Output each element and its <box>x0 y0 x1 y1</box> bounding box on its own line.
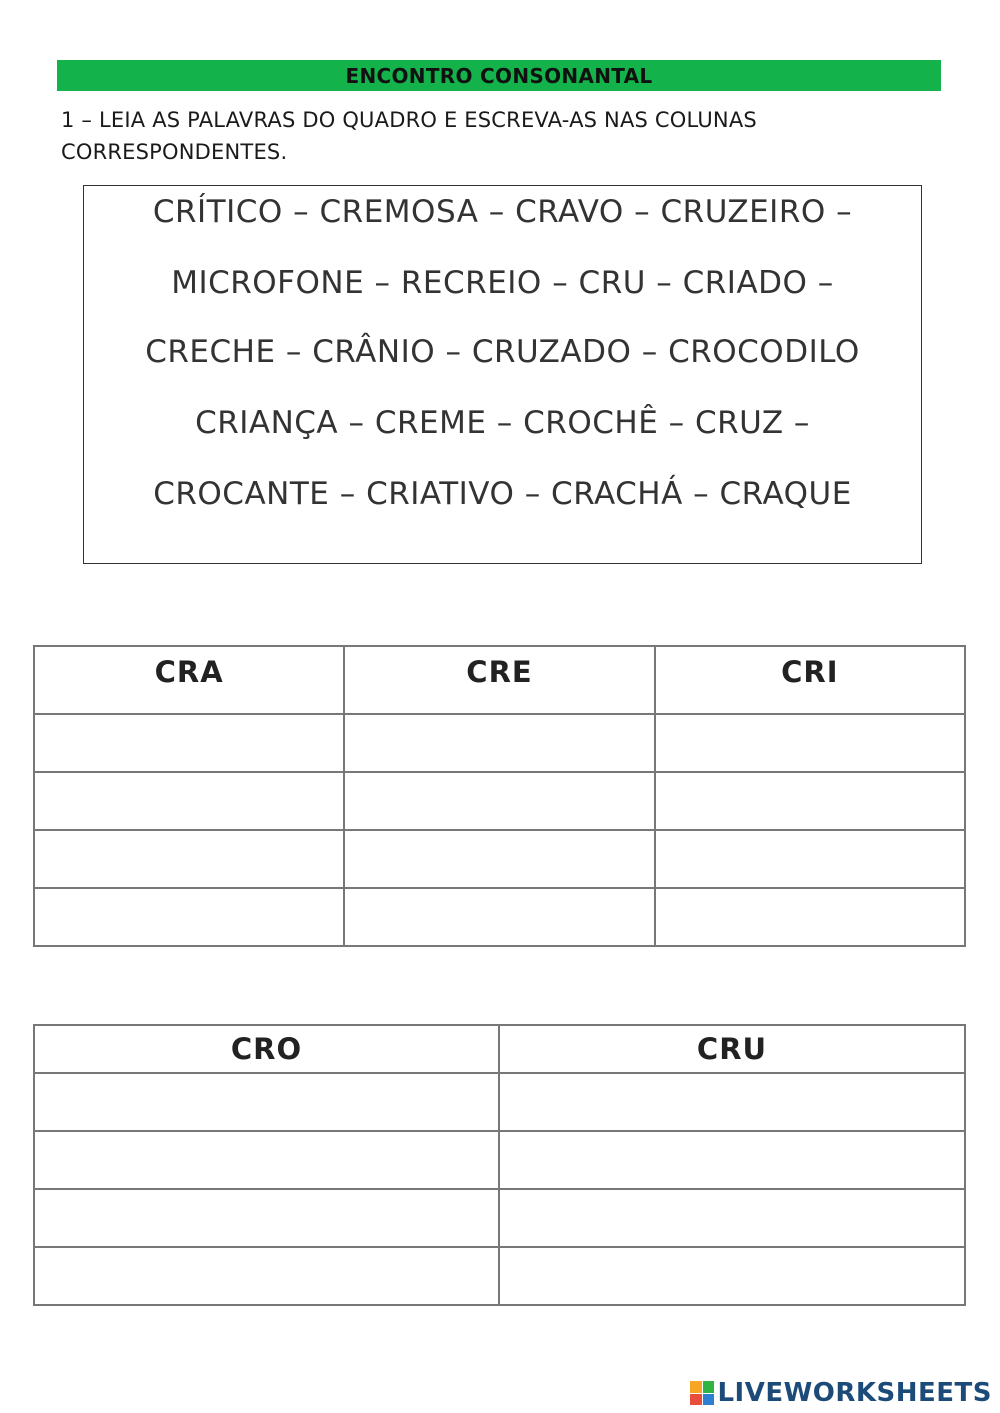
answer-cell[interactable] <box>655 714 965 772</box>
column-header-cre: CRE <box>344 646 654 714</box>
instruction-line-1: 1 – LEIA AS PALAVRAS DO QUADRO E ESCREVA-AS NAS COLUNAS <box>61 108 757 132</box>
table-row <box>34 1189 965 1247</box>
table-row <box>34 830 965 888</box>
answer-cell[interactable] <box>34 772 344 830</box>
answer-cell[interactable] <box>344 830 654 888</box>
instruction <box>61 104 921 168</box>
column-header-cro: CRO <box>34 1025 499 1073</box>
watermark <box>690 1376 992 1410</box>
word-line-5: CROCANTE – CRIATIVO – CRACHÁ – CRAQUE <box>153 476 852 512</box>
syllable-table-2 <box>33 1024 966 1306</box>
table-row <box>34 1131 965 1189</box>
answer-cell[interactable] <box>499 1073 965 1131</box>
liveworksheets-logo-icon <box>690 1381 714 1405</box>
answer-cell[interactable] <box>655 772 965 830</box>
answer-cell[interactable] <box>344 714 654 772</box>
table-row <box>34 714 965 772</box>
answer-cell[interactable] <box>499 1131 965 1189</box>
answer-cell[interactable] <box>34 1247 499 1305</box>
word-line-3: CRECHE – CRÂNIO – CRUZADO – CROCODILO <box>145 334 860 370</box>
word-line-4: CRIANÇA – CREME – CROCHÊ – CRUZ – <box>195 405 810 441</box>
page-title: ENCONTRO CONSONANTAL <box>57 60 941 91</box>
watermark-text: LIVEWORKSHEETS <box>717 1378 992 1408</box>
word-box <box>83 185 922 564</box>
logo-square-1 <box>690 1381 702 1393</box>
column-header-cri: CRI <box>655 646 965 714</box>
answer-cell[interactable] <box>34 1073 499 1131</box>
table-header-row <box>34 646 965 714</box>
logo-square-2 <box>703 1381 715 1393</box>
answer-cell[interactable] <box>34 1131 499 1189</box>
answer-cell[interactable] <box>499 1247 965 1305</box>
answer-cell[interactable] <box>344 888 654 946</box>
table-row <box>34 772 965 830</box>
word-line-1: CRÍTICO – CREMOSA – CRAVO – CRUZEIRO – <box>152 194 853 230</box>
answer-cell[interactable] <box>499 1189 965 1247</box>
table-header-row <box>34 1025 965 1073</box>
answer-cell[interactable] <box>655 830 965 888</box>
word-line-2: MICROFONE – RECREIO – CRU – CRIADO – <box>171 265 834 301</box>
answer-cell[interactable] <box>34 888 344 946</box>
answer-cell[interactable] <box>655 888 965 946</box>
answer-cell[interactable] <box>34 830 344 888</box>
syllable-table-1 <box>33 645 966 947</box>
table-row <box>34 888 965 946</box>
table-row <box>34 1073 965 1131</box>
table-row <box>34 1247 965 1305</box>
answer-cell[interactable] <box>344 772 654 830</box>
logo-square-4 <box>703 1394 715 1406</box>
column-header-cra: CRA <box>34 646 344 714</box>
column-header-cru: CRU <box>499 1025 965 1073</box>
instruction-line-2: CORRESPONDENTES. <box>61 140 288 164</box>
answer-cell[interactable] <box>34 1189 499 1247</box>
answer-cell[interactable] <box>34 714 344 772</box>
logo-square-3 <box>690 1394 702 1406</box>
